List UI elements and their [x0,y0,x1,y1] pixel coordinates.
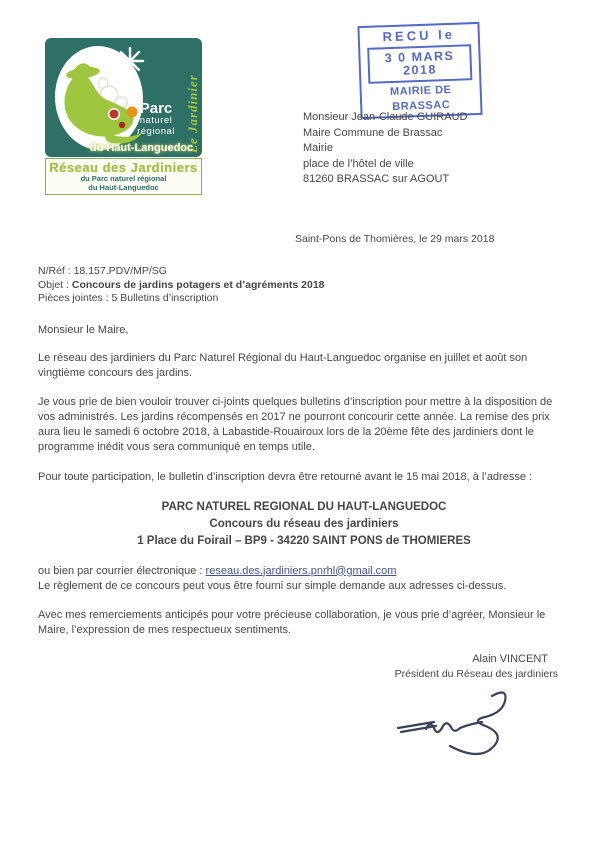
logo-park-name [124,102,188,137]
dateline: Saint-Pons de Thomières, le 29 mars 2018 [295,233,495,245]
logo-vertical-label: Le Jardinier [185,74,200,153]
signatory-name: Alain VINCENT [472,652,548,665]
pieces-line [38,292,570,306]
recipient-address [303,110,467,188]
nref-value: 18.157.PDV/MP/SG [73,265,167,277]
logo-regional-word: régional [137,125,175,137]
pnr-haut-languedoc-logo [45,38,202,195]
stamp-date-box [367,44,472,84]
salutation: Monsieur le Maire, [38,323,129,336]
return-address-block [38,499,570,550]
return-address-line-1: PARC NATUREL REGIONAL DU HAUT-LANGUEDOC [161,500,447,513]
stamp-date: 3 0 MARS 2018 [384,48,455,78]
paragraph-intro: Le réseau des jardiniers du Parc Naturel Régional du Haut-Languedoc organise en juillet et août son vingtième concours des jardins. [38,351,528,379]
logo-main-square [45,38,202,157]
nref-label: N/Réf : [38,265,74,277]
nref-line [38,265,570,279]
stamp-recu-le: RECU le [382,26,456,45]
objet-label: Objet : [38,278,72,291]
flower-asterisk-icon [113,44,147,78]
return-address-line-3: 1 Place du Foirail – BP9 - 34220 SAINT PONS de THOMIERES [137,534,471,547]
closing-paragraph: Avec mes remerciements anticipés pour votre précieuse collaboration, je vous prie d’agréer, Monsieur le Maire, l’expression de mes respectueux sentiments. [38,608,546,636]
banner-subtitle-1: du Parc naturel régional [80,174,167,183]
recipient-line: Maire Commune de Brassac [303,126,443,139]
logo-parc-word: Parc [139,100,173,117]
email-prefix: ou bien par courrier électronique : [38,564,206,577]
logo-naturel-word: naturel [139,115,173,126]
stamp-mairie: MAIRIE DE BRASSAC [389,83,452,113]
email-link[interactable]: reseau.des.jardiniers.pnrhl@gmail.com [205,564,397,577]
letter-body [38,265,570,756]
banner-subtitle-2: du Haut-Languedoc [88,182,159,192]
recipient-line: 81260 BRASSAC sur AGOUT [303,173,450,185]
pieces-label: Pièces jointes : [38,292,112,304]
paragraph-details: Je vous prie de bien vouloir trouver ci-joints quelques bulletins d’inscription pour mettre à la disposition de vos administrés. Les jardins récompensés en 2017 ne pourront concourir cette année. La remise des prix aura lieu le samedi 6 octobre 2018, à Labastide-Rouairoux lors de la 20ème fête des jardiniers dont le programme inédit vous sera communiqué en temps utile. [38,395,553,453]
paragraph-deadline: Pour toute participation, le bulletin d’inscription devra être retourné avant le 15 mai 2018, à l’adresse : [38,470,533,483]
recipient-line: Monsieur Jean-Claude GUIRAUD [303,111,468,123]
banner-title: Réseau des Jardiniers [49,160,198,175]
pieces-value: 5 Bulletins d’inscription [111,292,219,304]
reglement-line: Le règlement de ce concours peut vous être fourni sur simple demande aux adresses ci-dessus. [38,579,507,592]
recipient-line: place de l’hôtel de ville [303,157,414,170]
handwritten-signature [392,684,542,756]
recipient-line: Mairie [303,142,333,154]
email-line [38,564,570,579]
signatory-title: Président du Réseau des jardiniers [394,667,558,680]
stamp-outer-box [357,22,482,119]
reference-block [38,265,570,306]
received-stamp [357,22,482,119]
objet-line [38,279,570,293]
logo-haut-languedoc: du Haut-Languedoc [89,142,194,154]
objet-value: Concours de jardins potagers et d’agréments 2018 [71,278,325,291]
return-address-line-2: Concours du réseau des jardiniers [209,517,399,530]
logo-banner [45,158,202,195]
